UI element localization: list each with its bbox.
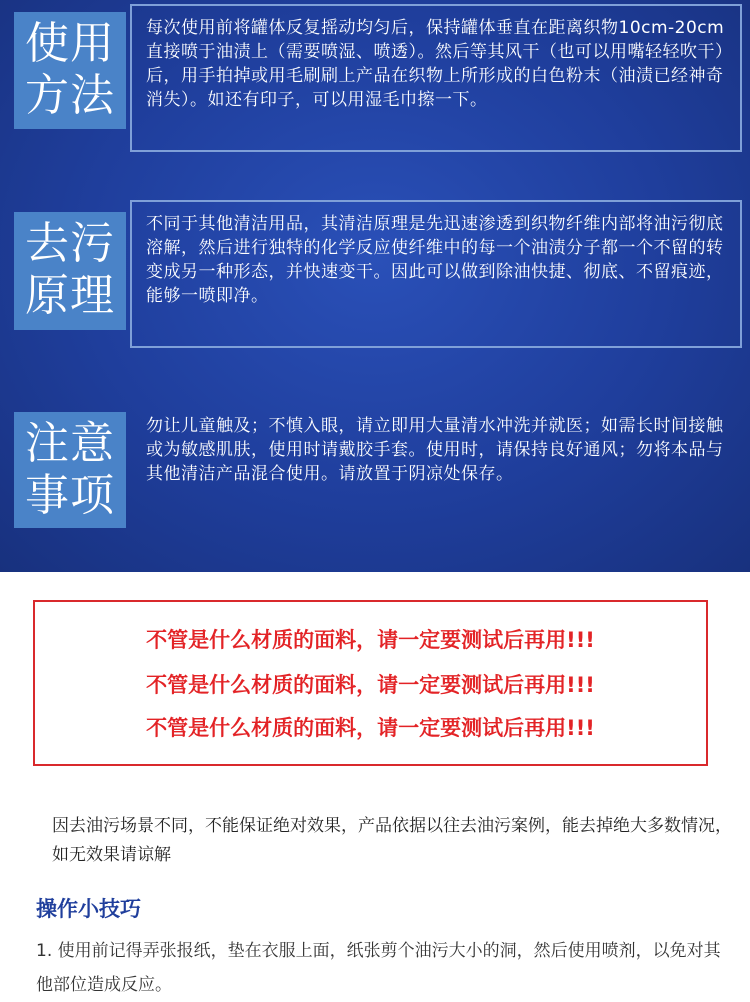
caution-text: 勿让儿童触及；不慎入眼，请立即用大量清水冲洗并就医；如需长时间接触或为敏感肌肤，使用时请戴胶手套。使用时，请保持良好通风；勿将本品与其他清洁产品混合使用。请放置于阴凉处保存。 [146,416,724,484]
principle-text: 不同于其他清洁用品，其清洁原理是先迅速渗透到织物纤维内部将油污彻底溶解，然后进行独特的化学反应使纤维中的每一个油渍分子都一个不留的转变成另一种形态，并快速变干。因此可以做到除油快捷、彻底、不留痕迹，能够一喷即净。 [130,200,742,348]
tips-item-1: 1. 使用前记得弄张报纸，垫在衣服上面，纸张剪个油污大小的洞，然后使用喷剂，以免对其他部位造成反应。 [36,941,721,995]
tips-title: 操作小技巧 [36,897,141,921]
caution-label-line-2: 事项 [25,470,115,521]
warning-line-3: 不管是什么材质的面料，请一定要测试后再用!!! [146,716,595,740]
test-warning-box [33,600,708,766]
usage-label-line-1: 使用 [25,18,115,69]
usage-label [14,12,126,129]
usage-label-line-2: 方法 [25,70,115,121]
warning-line-2: 不管是什么材质的面料，请一定要测试后再用!!! [146,673,595,697]
caution-label [14,412,126,528]
principle-label-line-2: 原理 [25,270,115,321]
principle-label [14,212,126,330]
warning-line-1: 不管是什么材质的面料，请一定要测试后再用!!! [146,628,595,652]
usage-text: 每次使用前将罐体反复摇动均匀后，保持罐体垂直在距离织物10cm-20cm直接喷于油渍上（需要喷湿、喷透）。然后等其风干（也可以用嘴轻轻吹干）后，用手拍掉或用毛刷刷上产品在织物上所形成的白色粉末（油渍已经神奇消失）。如还有印子，可以用湿毛巾擦一下。 [130,4,742,152]
disclaimer-text: 因去油污场景不同，不能保证绝对效果，产品依据以往去油污案例，能去掉绝大多数情况，如无效果请谅解 [52,816,732,865]
caution-label-line-1: 注意 [25,418,115,469]
principle-label-line-1: 去污 [25,218,115,269]
